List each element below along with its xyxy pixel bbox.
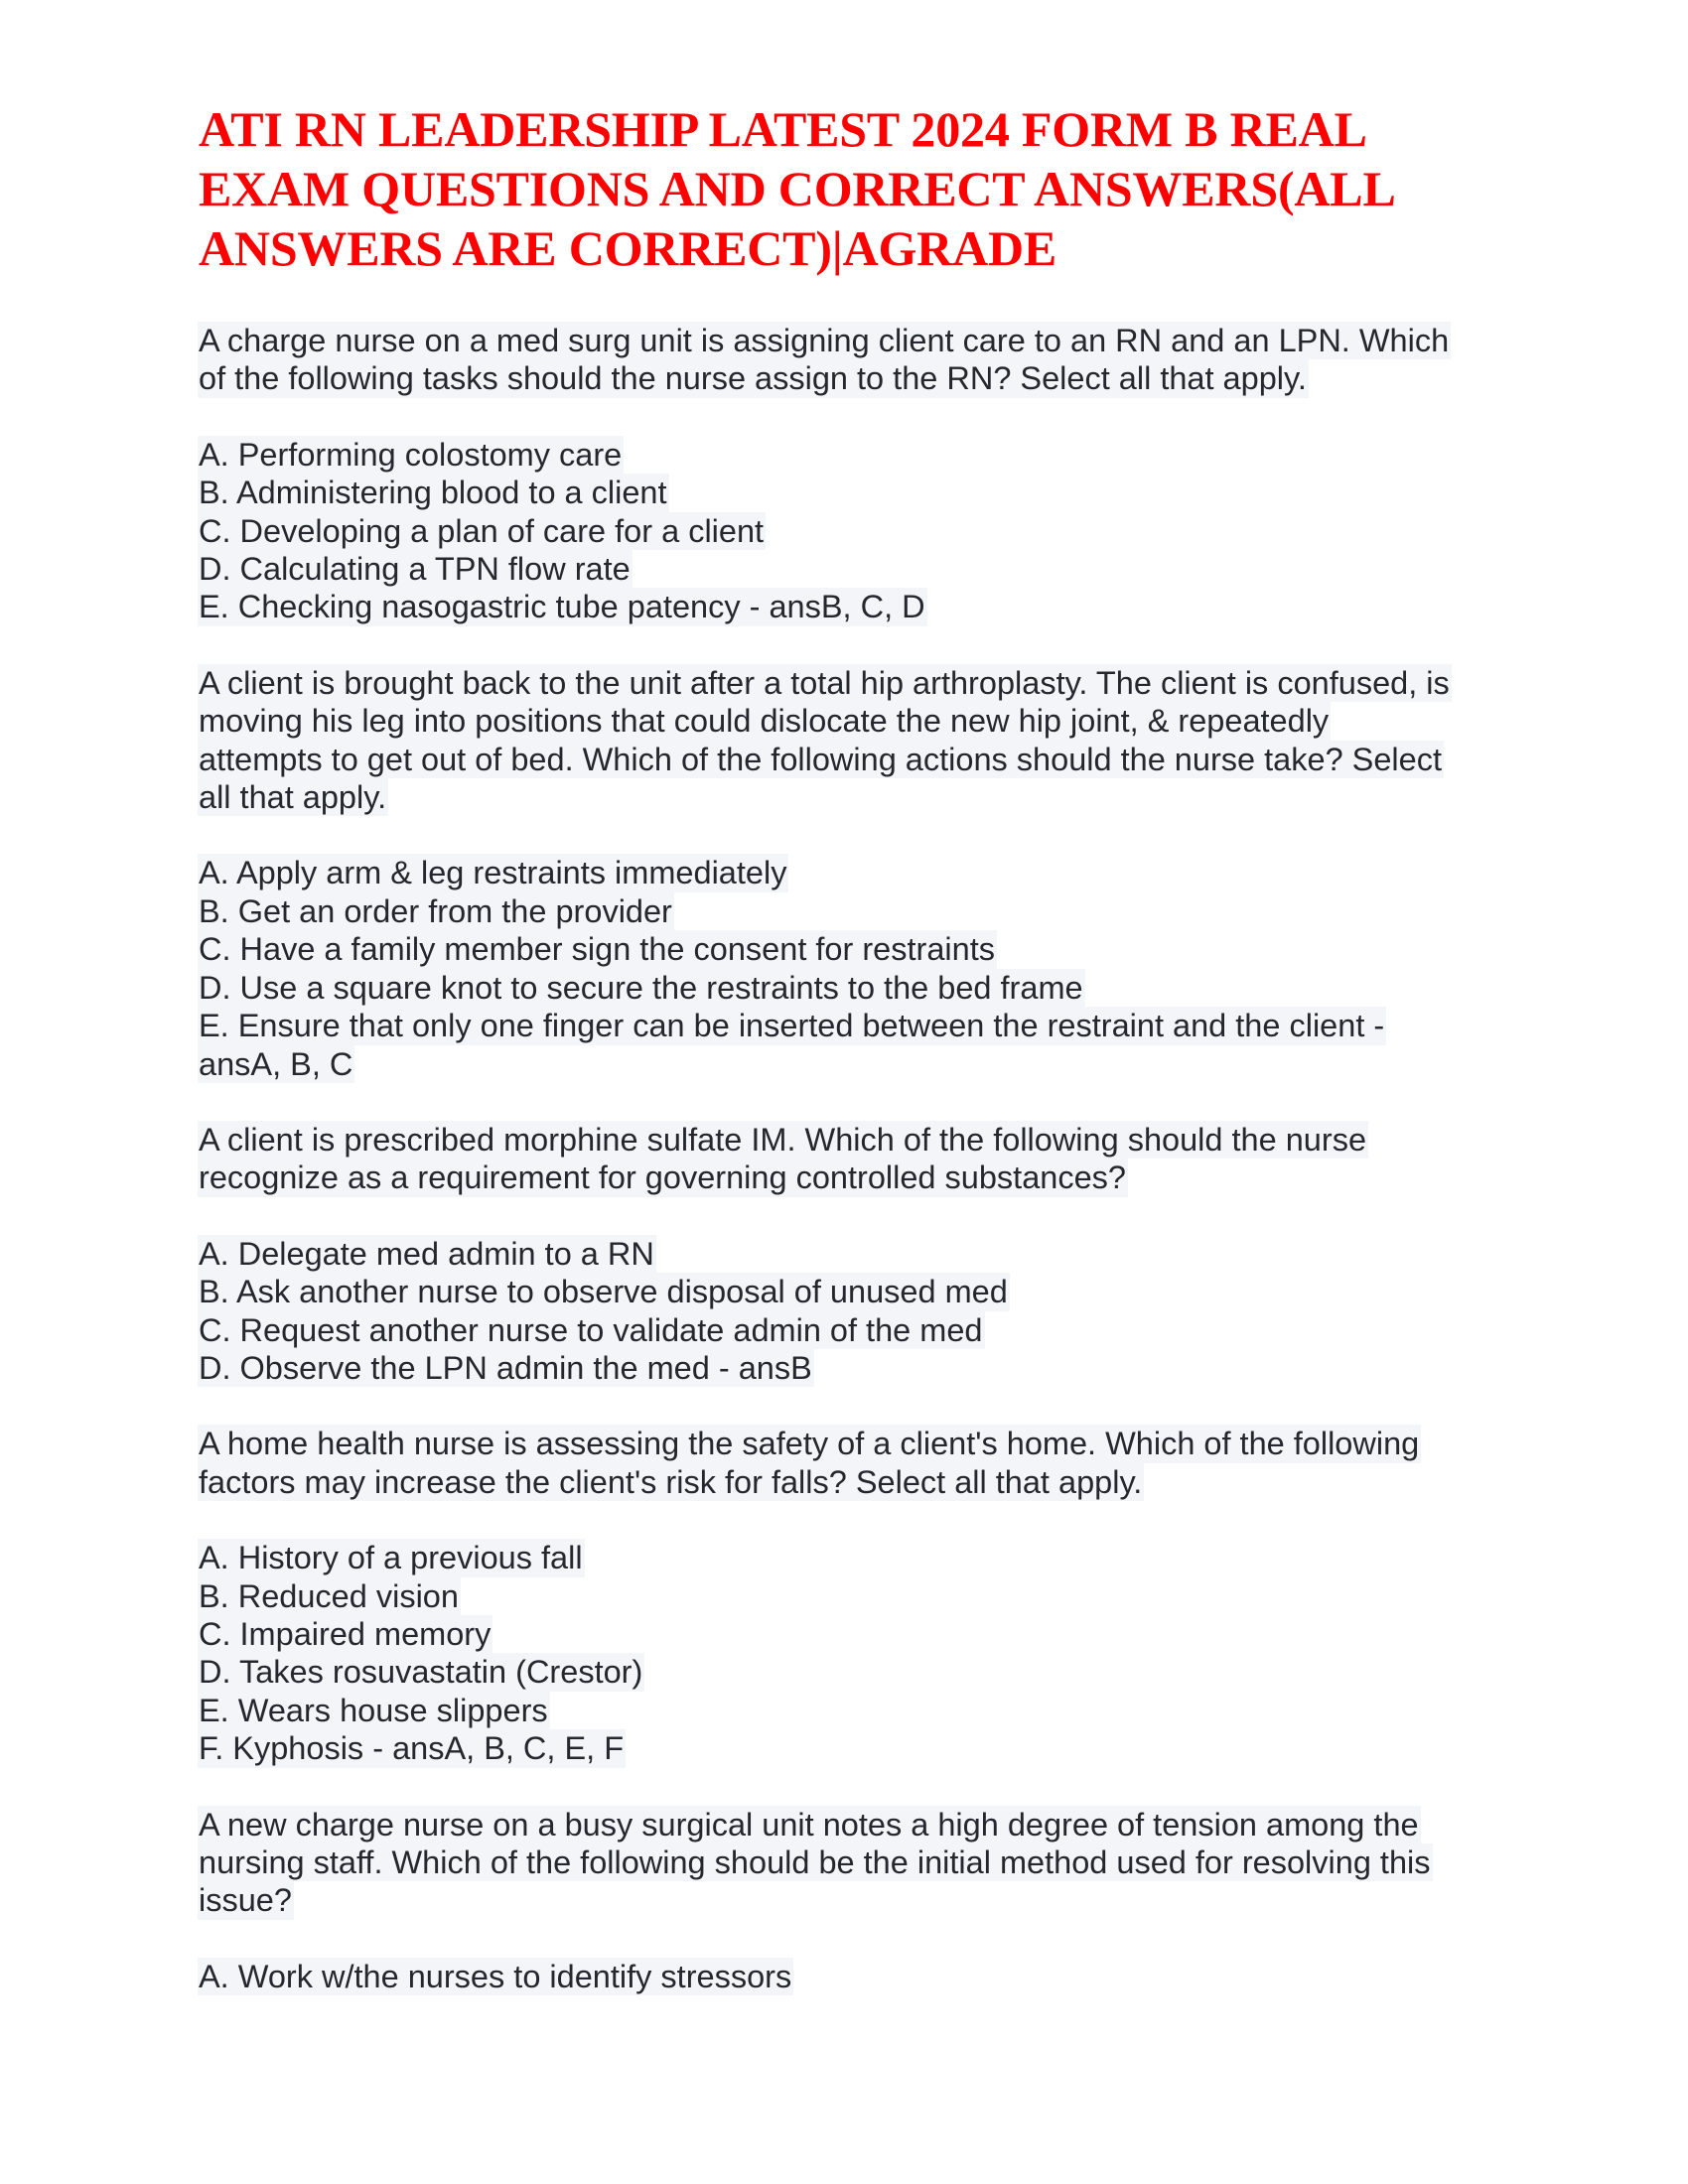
question-text-line: moving his leg into positions that could dislocate the new hip joint, & repeatedly xyxy=(199,703,1330,740)
question-text-line: A client is prescribed morphine sulfate IM. Which of the following should the nurse xyxy=(199,1121,1367,1158)
document-page xyxy=(199,99,1499,2033)
answer-option: E. Checking nasogastric tube patency - ansB, C, D xyxy=(199,589,925,625)
question-text-line: recognize as a requirement for governing controlled substances? xyxy=(199,1160,1127,1196)
answer-option: A. Performing colostomy care xyxy=(199,436,623,473)
question-text-line: attempts to get out of bed. Which of the following actions should the nurse take? Select xyxy=(199,741,1442,777)
answer-option: B. Ask another nurse to observe disposal of unused med xyxy=(199,1274,1008,1310)
answer-option: A. History of a previous fall xyxy=(199,1540,583,1576)
question-text-line: issue? xyxy=(199,1882,292,1919)
answer-option: A. Delegate med admin to a RN xyxy=(199,1235,654,1272)
question-2-stem xyxy=(199,664,1499,817)
title-line: ANSWERS ARE CORRECT)|AGRADE xyxy=(199,220,1057,276)
answer-option: A. Apply arm & leg restraints immediately xyxy=(199,855,787,891)
answer-option: D. Takes rosuvastatin (Crestor) xyxy=(199,1654,643,1691)
answer-option: B. Reduced vision xyxy=(199,1577,459,1614)
answer-option: C. Impaired memory xyxy=(199,1615,492,1652)
question-1-options xyxy=(199,436,1499,626)
answer-option: B. Get an order from the provider xyxy=(199,892,672,929)
answer-option: C. Request another nurse to validate admin of the med xyxy=(199,1311,983,1348)
answer-option: F. Kyphosis - ansA, B, C, E, F xyxy=(199,1730,625,1767)
question-text-line: factors may increase the client's risk for falls? Select all that apply. xyxy=(199,1463,1143,1500)
question-3-stem xyxy=(199,1121,1499,1197)
answer-option: D. Calculating a TPN flow rate xyxy=(199,551,631,588)
question-text-line: of the following tasks should the nurse assign to the RN? Select all that apply. xyxy=(199,360,1307,397)
question-text-line: A home health nurse is assessing the safety of a client's home. Which of the following xyxy=(199,1426,1420,1462)
title-line: ATI RN LEADERSHIP LATEST 2024 FORM B REAL xyxy=(199,101,1367,157)
document-title xyxy=(199,99,1499,278)
question-4-options xyxy=(199,1539,1499,1767)
question-text-line: all that apply. xyxy=(199,779,387,816)
answer-option: C. Developing a plan of care for a client xyxy=(199,512,765,549)
answer-option: D. Use a square knot to secure the restraints to the bed frame xyxy=(199,969,1083,1006)
answer-option: A. Work w/the nurses to identify stressors xyxy=(199,1958,792,1994)
answer-option: E. Ensure that only one finger can be inserted between the restraint and the client - xyxy=(199,1008,1385,1044)
question-5-stem xyxy=(199,1806,1499,1920)
question-text-line: A new charge nurse on a busy surgical unit notes a high degree of tension among the xyxy=(199,1806,1419,1843)
answer-option: C. Have a family member sign the consent for restraints xyxy=(199,931,995,968)
question-4-stem xyxy=(199,1425,1499,1501)
question-5-options xyxy=(199,1958,1499,1995)
question-1-stem xyxy=(199,322,1499,398)
answer-option: E. Wears house slippers xyxy=(199,1692,548,1728)
question-3-options xyxy=(199,1235,1499,1388)
question-text-line: nursing staff. Which of the following should be the initial method used for resolving this xyxy=(199,1844,1431,1880)
question-2-options xyxy=(199,854,1499,1082)
question-text-line: A charge nurse on a med surg unit is assigning client care to an RN and an LPN. Which xyxy=(199,323,1450,358)
answer-option: D. Observe the LPN admin the med - ansB xyxy=(199,1349,812,1386)
answer-option: ansA, B, C xyxy=(199,1045,353,1082)
answer-option: B. Administering blood to a client xyxy=(199,475,667,511)
question-text-line: A client is brought back to the unit after a total hip arthroplasty. The client is confused, is xyxy=(199,664,1450,701)
title-line: EXAM QUESTIONS AND CORRECT ANSWERS(ALL xyxy=(199,161,1396,216)
